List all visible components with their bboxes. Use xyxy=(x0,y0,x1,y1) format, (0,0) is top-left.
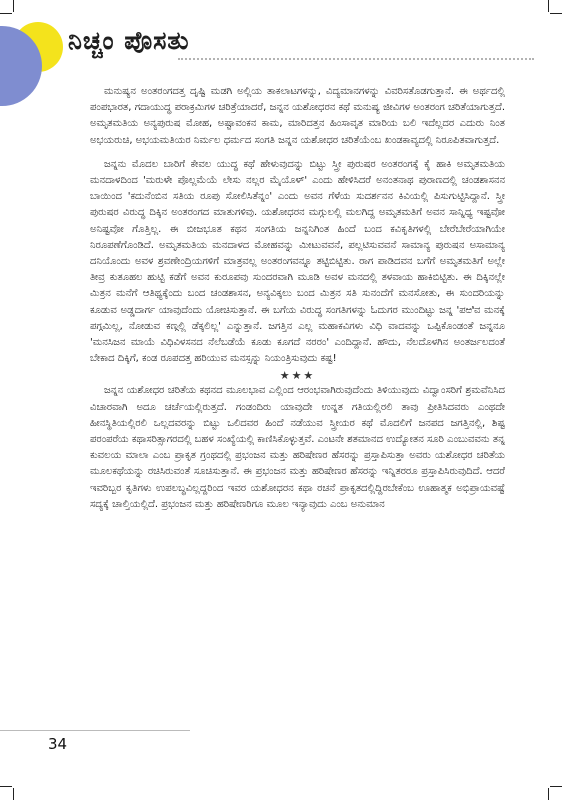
crop-mark xyxy=(548,788,549,800)
crop-mark xyxy=(550,786,562,787)
crop-mark xyxy=(0,786,12,787)
footer-rule xyxy=(0,730,190,731)
paragraph: ಜನ್ನನು ಮೊದಲ ಬಾರಿಗೆ ಕೇವಲ ಯುದ್ಧ ಕಥೆ ಹೇಳುವುದನ್ನು ಬಿಟ್ಟು ಸ್ತ್ರೀ ಪುರುಷರ ಅಂತರಂಗಕ್ಕೆ ಕೈ ಹಾಕಿ ಅಮೃತಮತಿಯ ಮನದಾಳದಿಂದ 'ಮರುಳೇ ಪೊಲ್ಲಮೆಯೆ ಲೇಸು ನಲ್ಲರ ಮೈಯೊಳ್' ಎಂದು ಹೇಳಿಸಿದರೆ ಅನಂತನಾಥ ಪುರಾಣದಲ್ಲಿ ಚಂಡಶಾಸನನ ಬಾಯಿಂದ 'ಕದುನೆಂಬಿನ ಸತಿಯ ರೂಪು ಸೋಲಿಸಿತೆನ್ನಂ' ಎಂದು ಅವನ ಗೆಳೆಯ ಸುದರ್ಶನನ ಕಿವಿಯಲ್ಲಿ ಪಿಸುಗುಟ್ಟಿಸಿದ್ದಾನೆ. ಸ್ತ್ರೀ ಪುರುಷರ ವಿರುದ್ಧ ದಿಕ್ಕಿನ ಅಂತರಂಗದ ಮಾತುಗಳಿವು. ಯಶೋಧರನ ಮಗ್ಗುಲಲ್ಲಿ ಮಲಗಿದ್ದ ಅಮೃತಮತಿಗೆ ಅವನ ಸಾನ್ನಿಧ್ಯ ಇಷ್ಟವೋ ಅನಿಷ್ಟವೋ ಗೊತ್ತಿಲ್ಲ. ಈ ಬೀಜಭೂತ ಕಥನ ಸಂಗತಿಯ ಜನ್ನನಿಗಿಂತ ಹಿಂದೆ ಬಂದ ಕವಿಕೃತಿಗಳಲ್ಲಿ ಬೇರೆಬೇರೆಯಾಗಿಯೇ ನಿರೂಪಣೆಗೊಂಡಿದೆ. ಅಮೃತಮತಿಯ ಮನದಾಳದ ಮೋಹವನ್ನು ಮೀಟುವವನೆ, ಪಲ್ಲಟಿಸುವವನೆ ಸಾಮಾನ್ಯ ಪುರುಷನ ಅಸಾಮಾನ್ಯ ದನಿಯೊಂದು ಅವಳ ಶ್ರವಣೇಂದ್ರಿಯಗಳಿಗೆ ಮಾತ್ರವಲ್ಲ ಅಂತರಂಗವನ್ನೂ ತಟ್ಟಿಬಿಟ್ಟಿತು. ರಾಗ ಪಾಡಿದವನ ಬಗೆಗೆ ಅಮೃತಮತಿಗೆ ಅಲ್ಲೇ ತೀವ್ರ ಕುತೂಹಲ ಹುಟ್ಟಿ ಕಡೆಗೆ ಅವನ ಕುರೂಪವು ಸುಂದರವಾಗಿ ಮೂಡಿ ಅವಳ ಮನದಲ್ಲಿ ತಳವಾಯ ಹಾಕಿಬಿಟ್ಟಿತು. ಈ ದಿಕ್ಕಿನಲ್ಲೇ ಮಿತ್ರನ ಮನೆಗೆ ಆತಿಥ್ಯಕ್ಕೆಂದು ಬಂದ ಚಂಡಶಾಸನ, ಅನ್ಯವಿಕ್ಕಲು ಬಂದ ಮಿತ್ರನ ಸತಿ ಸುನಂದೆಗೆ ಮನಸೋತು, ಈ ಸುಂದರಿಯನ್ನು ಕೂಡುವ ಅಡ್ಡದಾರ್ಗ ಯಾವುದೆಂದು ಯೋಚಿಸುತ್ತಾನೆ. ಈ ಬಗೆಯ ವಿರುದ್ಧ ಸಂಗತಿಗಳನ್ನು ಓದುಗರ ಮುಂದಿಟ್ಟು ಜನ್ನ 'ಪಱಿವ ಮನಕ್ಕೆ ಪಗ್ಗಮಿಲ್ಲ, ನೋಡುವ ಕಣ್ಗಲ್ಲಿ ಡೆಕ್ಕಲಿಲ್ಲ' ಎನ್ನುತ್ತಾನೆ. ಜಗತ್ತಿನ ಎಲ್ಲ ಮಹಾಕವಿಗಳು ವಿಧಿ ವಾದವನ್ನು ಒಪ್ಪಿಕೊಂಡಂತೆ ಜನ್ನನೂ 'ಮನಸಿಜನ ಮಾಯೆ ವಿಧಿವಿಳಸನದ ನೆಲೆಬಡೆಯೆ ಕೂಡು ಕೂಗದೆ ನರರಂ' ಎಂದಿದ್ದಾನೆ. ಹೌದು, ನೆಲದೊಳಗಿನ ಅಂತರ್ಜಲದಂತೆ ಬೇಕಾದ ದಿಕ್ಕಿಗೆ, ಕಂಡ ರೂಪದತ್ತ ಹರಿಯುವ ಮನಸ್ಸನ್ನು ನಿಯಂತ್ರಿಸುವುದು ಕಷ್ಟ! xyxy=(90,158,505,365)
crop-mark xyxy=(13,788,14,800)
crop-mark xyxy=(13,0,14,12)
crop-mark xyxy=(548,0,549,12)
paragraph: ಜನ್ನನ ಯಶೋಧರ ಚರಿತೆಯ ಕಥನದ ಮೂಲಭಾವ ಎಲ್ಲಿಂದ ಆರಂಭವಾಗಿರುವುದೆಂದು ತಿಳಿಯುವುದು ವಿದ್ವಾಂಸರಿಗೆ ಶ್ರಮವೆನಿಸಿದ ವಿಚಾರವಾಗಿ ಅದೂ ಚರ್ಚೆಯಲ್ಲಿರುತ್ತದೆ. ಗಂಡಂದಿರು ಯಾವುದೇ ಉನ್ನತ ಗತಿಯಲ್ಲಿರಲಿ ತಾವು ಪ್ರೀತಿಸಿದವರು ಎಂಥದೇ ಹೀನಸ್ಥಿತಿಯಲ್ಲಿರಲಿ ಒಲ್ಲದವರನ್ನು ಬಿಟ್ಟು ಒಲಿದವರ ಹಿಂದೆ ನಡೆಯುವ ಸ್ತ್ರೀಯರ ಕಥೆ ಮೊದಲಿಗೆ ಜನಪದ ಜಗತ್ತಿನಲ್ಲಿ, ಶಿಷ್ಟ ಪರಂಪರೆಯ ಕಥಾಸರಿತ್ಸಾಗರದಲ್ಲಿ ಬಹಳ ಸಂಖ್ಯೆಯಲ್ಲಿ ಕಾಣಿಸಿಕೊಳ್ಳುತ್ತವೆ. ಎಂಟನೇ ಶತಮಾನದ ಉದ್ಯೋತನ ಸೂರಿ ಎಂಬುವವನು ತನ್ನ ಕುವಲಯ ಮಾಲಾ ಎಂಬ ಪ್ರಾಕೃತ ಗ್ರಂಥದಲ್ಲಿ ಪ್ರಭಂಜನ ಮತ್ತು ಹರಿಷೇಣರ ಹೆಸರನ್ನು ಪ್ರಸ್ತಾಪಿಸುತ್ತಾ ಅವರು ಯಶೋಧರ ಚರಿತೆಯ ಮೂಲಕಥೆಯನ್ನು ರಚಿಸಿರುವಂತೆ ಸೂಚಿಸುತ್ತಾನೆ. ಈ ಪ್ರಭಂಜನ ಮತ್ತು ಹರಿಷೇಣರ ಹೆಸರನ್ನು ಇನ್ನಿತರರೂ ಪ್ರಸ್ತಾಪಿಸಿರುವುದಿದೆ. ಆದರೆ ಇವರಿಬ್ಬರ ಕೃತಿಗಳು ಉಪಲಬ್ಧವಿಲ್ಲದ್ದರಿಂದ ಇವರ ಯಶೋಧರನ ಕಥಾ ರಚನೆ ಪ್ರಾಕೃತದಲ್ಲಿದ್ದಿರಬೇಕೆಂಬ ಊಹಾತ್ಮಕ ಅಭಿಪ್ರಾಯವಷ್ಟೆ ಸದ್ಯಕ್ಕೆ ಚಾಲ್ತಿಯಲ್ಲಿದೆ. ಪ್ರಭಂಜನ ಮತ್ತು ಹರಿಷೇಣರಿಗೂ ಮೂಲ ಇನ್ಯಾವುದು ಎಂಬ ಅನುಮಾನ xyxy=(90,385,505,510)
paragraph: ಮನುಷ್ಯನ ಅಂತರಂಗದತ್ತ ದೃಷ್ಟಿ ಮಡಗಿ ಅಲ್ಲಿಯ ತಾಕಲಾಟಗಳನ್ನು, ವಿದ್ಯಮಾನಗಳನ್ನು ವಿವರಿಸತೊಡಗುತ್ತಾನೆ. ಈ ಅರ್ಥದಲ್ಲಿ ಪಂಪಭಾರತ, ಗದಾಯುದ್ಧ ಪರಾಕ್ರಮಿಗಳ ಚರಿತ್ರೆಯಾದರೆ, ಜನ್ನನ ಯಶೋಧರನ ಕಥೆ ಮನುಷ್ಯ ಜೀವಿಗಳ ಅಂತರಂಗ ಚರಿತೆಯಾಗುತ್ತದೆ. ಅಮೃತಮತಿಯ ಅನ್ಯಪುರುಷ ಮೋಹ, ಅಷ್ಟಾವಂಕನ ಕಾಮ, ಮಾರಿದತ್ತನ ಹಿಂಸಾವೃತ ಮಾರಿಯ ಬಲಿ ಇದೆಲ್ಲದರ ಎದುರು ನಿಂತ ಅಭಯರುಚಿ, ಅಭಯಮತಿಯರ ನಿರ್ಮಲ ಧರ್ಮದ ಸಂಗತಿ ಜನ್ನನ ಯಶೋಧರ ಚರಿತೆಯೆಂಬ ಖಂಡಕಾವ್ಯದಲ್ಲಿ ನಿರೂಪಿತವಾಗುತ್ತದೆ. xyxy=(90,86,505,146)
header-dotted-rule xyxy=(178,58,534,60)
crop-mark xyxy=(0,13,12,14)
crop-mark xyxy=(550,13,562,14)
section-separator: ★★★ xyxy=(279,369,316,383)
article-body xyxy=(90,84,505,513)
page-number: 34 xyxy=(48,735,68,753)
running-header-title: ನಿಚ್ಚಂ ಪೊಸತು xyxy=(68,26,190,55)
